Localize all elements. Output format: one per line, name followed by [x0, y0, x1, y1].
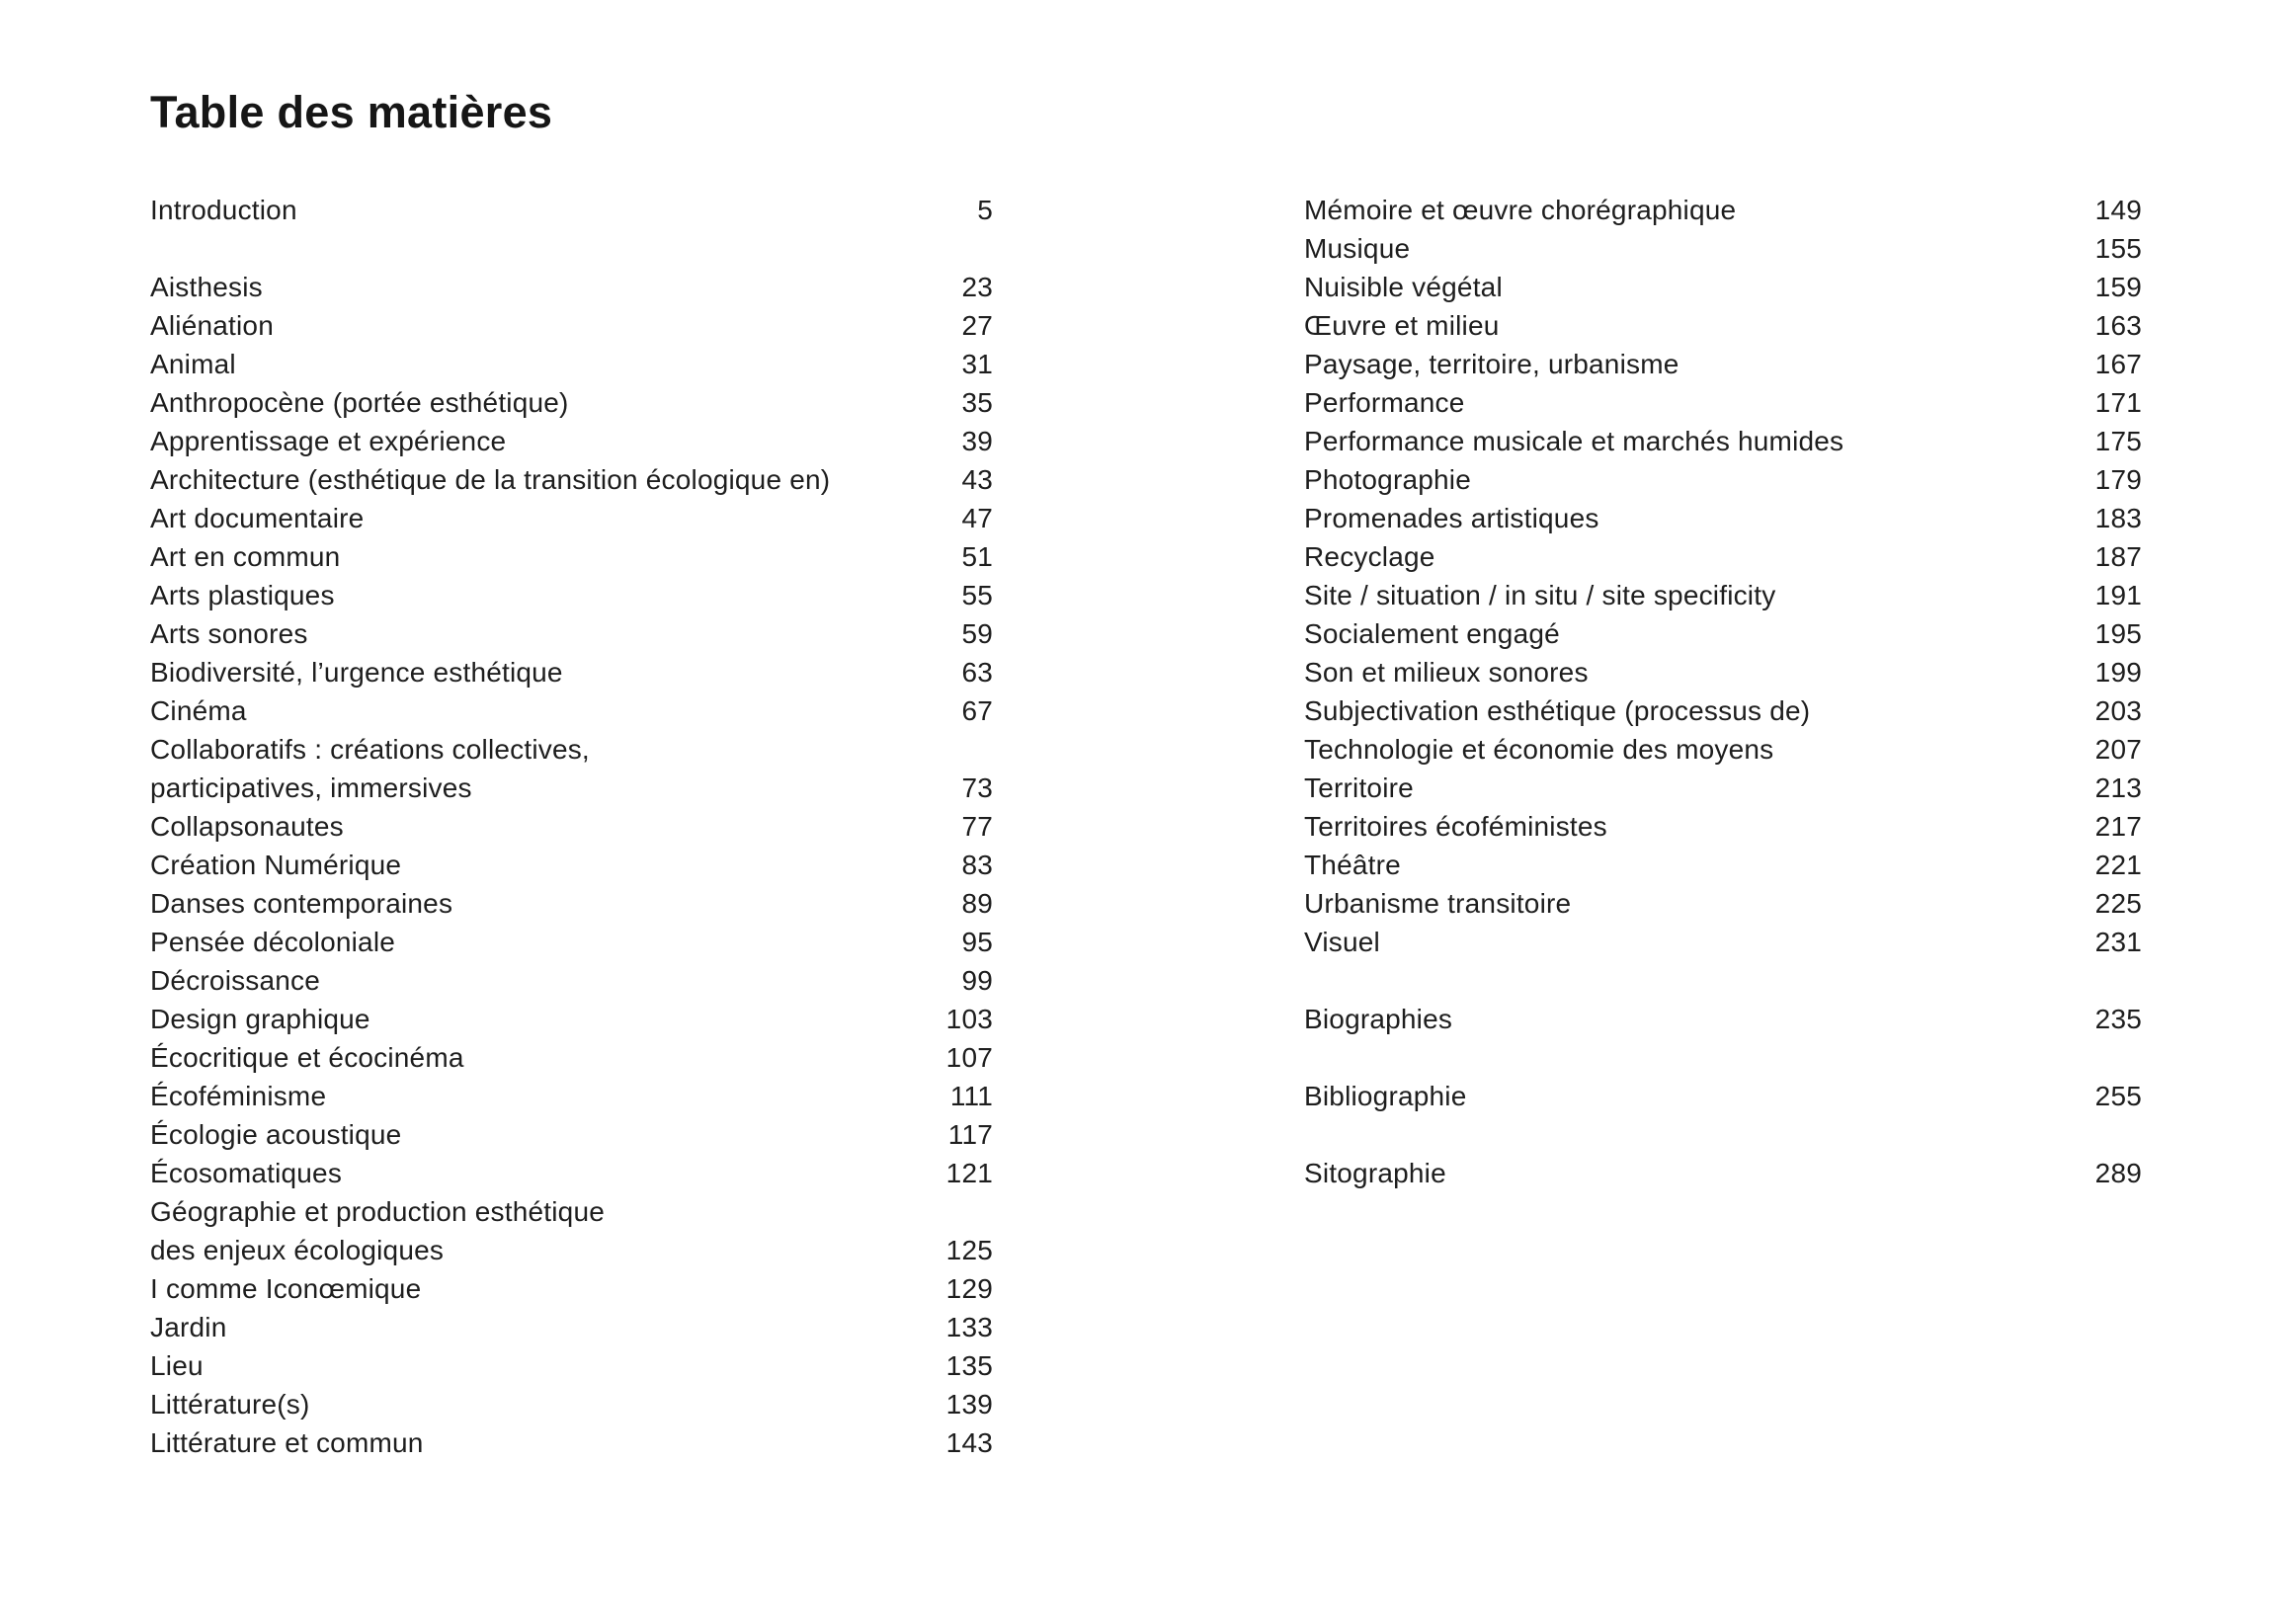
toc-entry-page: 163 — [2094, 310, 2142, 341]
toc-entry-label: Jardin — [150, 1312, 227, 1342]
toc-entry-page: 77 — [961, 811, 993, 842]
toc-entry — [1304, 345, 2142, 383]
toc-entry-page: 155 — [2094, 233, 2142, 264]
toc-entry-label: Apprentissage et expérience — [150, 426, 507, 456]
toc-entry — [1304, 730, 2142, 769]
toc-entry-page: 179 — [2094, 464, 2142, 495]
toc-entry-page: 135 — [945, 1350, 993, 1381]
toc-entry-page: 117 — [947, 1119, 993, 1150]
toc-entry — [150, 961, 993, 1000]
toc-entry — [150, 691, 993, 730]
toc-entry-label: Aisthesis — [150, 272, 263, 302]
toc-entry — [1304, 537, 2142, 576]
toc-entry-page: 55 — [961, 580, 993, 610]
toc-entry-label: Urbanisme transitoire — [1304, 888, 1572, 919]
toc-entry-page: 67 — [961, 695, 993, 726]
toc-column-left — [150, 191, 993, 1462]
toc-spacer — [1304, 1038, 2142, 1077]
toc-entry-page: 207 — [2094, 734, 2142, 765]
toc-entry — [1304, 614, 2142, 653]
toc-entry-page: 149 — [2094, 195, 2142, 225]
toc-entry — [150, 1385, 993, 1423]
toc-entry-page: 255 — [2094, 1081, 2142, 1111]
toc-spacer — [1304, 1115, 2142, 1154]
toc-entry-page: 103 — [945, 1004, 993, 1034]
toc-entry-page: 191 — [2094, 580, 2142, 610]
toc-entry-label: Animal — [150, 349, 236, 379]
toc-entry-page: 159 — [2094, 272, 2142, 302]
toc-entry-label: Visuel — [1304, 927, 1380, 957]
toc-entry — [150, 1038, 993, 1077]
toc-spacer — [1304, 961, 2142, 1000]
toc-entry-page: 35 — [961, 387, 993, 418]
toc-entry — [150, 1308, 993, 1346]
toc-entry-page: 129 — [945, 1273, 993, 1304]
toc-entry-label: Biodiversité, l’urgence esthétique — [150, 657, 563, 688]
toc-entry-page: 221 — [2094, 850, 2142, 880]
toc-entry — [150, 576, 993, 614]
toc-entry — [150, 730, 993, 769]
toc-entry-label: Anthropocène (portée esthétique) — [150, 387, 569, 418]
toc-entry-page: 187 — [2094, 541, 2142, 572]
toc-entry — [150, 923, 993, 961]
toc-entry-page: 195 — [2094, 618, 2142, 649]
toc-entry-label: Aliénation — [150, 310, 274, 341]
toc-entry-page: 167 — [2094, 349, 2142, 379]
toc-entry — [1304, 268, 2142, 306]
toc-entry-label: Littérature et commun — [150, 1427, 424, 1458]
toc-entry — [150, 499, 993, 537]
toc-entry — [150, 614, 993, 653]
toc-entry-label: Musique — [1304, 233, 1411, 264]
toc-entry-page: 59 — [961, 618, 993, 649]
toc-entry-page: 39 — [961, 426, 993, 456]
toc-entry-page: 199 — [2094, 657, 2142, 688]
toc-entry-label: I comme Iconœmique — [150, 1273, 422, 1304]
toc-entry-label: Écologie acoustique — [150, 1119, 402, 1150]
toc-entry-label: Décroissance — [150, 965, 321, 996]
toc-entry-label: Pensée décoloniale — [150, 927, 396, 957]
toc-entry — [150, 345, 993, 383]
toc-entry — [1304, 1154, 2142, 1192]
toc-entry — [1304, 653, 2142, 691]
toc-entry — [150, 1154, 993, 1192]
toc-entry-page: 133 — [945, 1312, 993, 1342]
toc-entry-label: Recyclage — [1304, 541, 1435, 572]
toc-entry-label: Socialement engagé — [1304, 618, 1560, 649]
toc-entry-page: 225 — [2094, 888, 2142, 919]
toc-entry-label: Théâtre — [1304, 850, 1401, 880]
toc-entry-label: Promenades artistiques — [1304, 503, 1599, 533]
toc-entry — [150, 1269, 993, 1308]
toc-entry — [150, 1423, 993, 1462]
toc-entry — [1304, 846, 2142, 884]
toc-entry-label: Design graphique — [150, 1004, 370, 1034]
toc-entry-label: Création Numérique — [150, 850, 402, 880]
toc-entry — [150, 268, 993, 306]
toc-entry-label: Art en commun — [150, 541, 341, 572]
toc-entry-page: 107 — [945, 1042, 993, 1073]
toc-entry-page: 27 — [961, 310, 993, 341]
toc-entry-label: participatives, immersives — [150, 772, 472, 803]
toc-entry — [1304, 923, 2142, 961]
toc-entry-label: Collapsonautes — [150, 811, 344, 842]
toc-entry — [150, 884, 993, 923]
toc-entry-label: Bibliographie — [1304, 1081, 1467, 1111]
toc-entry-page: 231 — [2094, 927, 2142, 957]
toc-entry — [1304, 769, 2142, 807]
toc-entry-page: 51 — [961, 541, 993, 572]
toc-entry — [1304, 1077, 2142, 1115]
toc-entry-label: Écocritique et écocinéma — [150, 1042, 464, 1073]
toc-entry-page: 235 — [2094, 1004, 2142, 1034]
toc-entry-label: Nuisible végétal — [1304, 272, 1503, 302]
toc-entry-page: 171 — [2094, 387, 2142, 418]
toc-entry — [1304, 460, 2142, 499]
toc-spacer — [150, 229, 993, 268]
toc-entry-label: Écosomatiques — [150, 1158, 343, 1188]
toc-entry-page: 95 — [961, 927, 993, 957]
toc-entry-label: Sitographie — [1304, 1158, 1446, 1188]
toc-entry-label: Danses contemporaines — [150, 888, 453, 919]
toc-entry — [1304, 383, 2142, 422]
toc-entry — [1304, 229, 2142, 268]
toc-entry — [150, 1000, 993, 1038]
toc-entry — [150, 1192, 993, 1231]
toc-entry — [150, 422, 993, 460]
toc-entry-label: Biographies — [1304, 1004, 1453, 1034]
toc-entry-label: Territoire — [1304, 772, 1414, 803]
page-title: Table des matières — [150, 87, 553, 138]
toc-entry-label: Lieu — [150, 1350, 204, 1381]
toc-entry-label: Art documentaire — [150, 503, 365, 533]
toc-entry — [1304, 691, 2142, 730]
toc-entry-page: 125 — [945, 1235, 993, 1265]
toc-entry — [150, 653, 993, 691]
toc-entry-page: 23 — [961, 272, 993, 302]
toc-entry — [150, 1077, 993, 1115]
toc-entry-page: 73 — [961, 772, 993, 803]
toc-entry — [150, 383, 993, 422]
toc-entry-page: 139 — [945, 1389, 993, 1420]
toc-entry — [150, 1231, 993, 1269]
toc-entry — [1304, 807, 2142, 846]
toc-entry-label: Littérature(s) — [150, 1389, 310, 1420]
toc-entry-page: 213 — [2094, 772, 2142, 803]
toc-entry-label: Territoires écoféministes — [1304, 811, 1607, 842]
toc-entry — [1304, 884, 2142, 923]
toc-entry-page: 183 — [2094, 503, 2142, 533]
toc-entry-page: 203 — [2094, 695, 2142, 726]
toc-entry-label: Géographie et production esthétique — [150, 1196, 605, 1227]
toc-column-right — [1304, 191, 2142, 1192]
toc-entry-label: Introduction — [150, 195, 297, 225]
toc-entry-label: Écoféminisme — [150, 1081, 327, 1111]
toc-entry-page: 31 — [961, 349, 993, 379]
toc-entry-label: Paysage, territoire, urbanisme — [1304, 349, 1679, 379]
toc-entry — [1304, 191, 2142, 229]
toc-entry — [1304, 306, 2142, 345]
toc-entry-page: 289 — [2094, 1158, 2142, 1188]
toc-entry-page: 83 — [961, 850, 993, 880]
toc-entry-label: des enjeux écologiques — [150, 1235, 445, 1265]
toc-entry — [150, 1346, 993, 1385]
toc-entry-label: Site / situation / in situ / site specificity — [1304, 580, 1776, 610]
toc-entry-page: 89 — [961, 888, 993, 919]
toc-entry — [150, 191, 993, 229]
toc-entry — [1304, 499, 2142, 537]
toc-entry-page: 43 — [961, 464, 993, 495]
toc-entry-label: Architecture (esthétique de la transition écologique en) — [150, 464, 831, 495]
toc-entry — [150, 306, 993, 345]
toc-entry — [1304, 422, 2142, 460]
toc-entry-label: Cinéma — [150, 695, 247, 726]
toc-entry — [1304, 1000, 2142, 1038]
toc-entry — [150, 537, 993, 576]
toc-entry-page: 99 — [961, 965, 993, 996]
toc-entry-label: Mémoire et œuvre chorégraphique — [1304, 195, 1737, 225]
toc-entry-label: Photographie — [1304, 464, 1471, 495]
toc-entry-label: Subjectivation esthétique (processus de) — [1304, 695, 1811, 726]
toc-entry-label: Son et milieux sonores — [1304, 657, 1589, 688]
toc-entry-label: Performance musicale et marchés humides — [1304, 426, 1844, 456]
toc-entry-label: Arts sonores — [150, 618, 308, 649]
toc-entry-label: Arts plastiques — [150, 580, 335, 610]
toc-entry-label: Technologie et économie des moyens — [1304, 734, 1774, 765]
toc-entry-page: 217 — [2094, 811, 2142, 842]
toc-entry — [150, 1115, 993, 1154]
toc-entry-page: 47 — [961, 503, 993, 533]
toc-entry-label: Performance — [1304, 387, 1465, 418]
toc-entry — [150, 846, 993, 884]
toc-entry — [150, 460, 993, 499]
toc-entry — [150, 807, 993, 846]
toc-entry-label: Collaboratifs : créations collectives, — [150, 734, 590, 765]
toc-entry-page: 63 — [961, 657, 993, 688]
toc-entry-page: 121 — [945, 1158, 993, 1188]
toc-entry-page: 143 — [945, 1427, 993, 1458]
toc-entry — [1304, 576, 2142, 614]
toc-entry-page: 5 — [977, 195, 993, 225]
toc-entry-label: Œuvre et milieu — [1304, 310, 1500, 341]
toc-entry-page: 111 — [949, 1081, 993, 1111]
toc-entry-page: 175 — [2094, 426, 2142, 456]
toc-entry — [150, 769, 993, 807]
